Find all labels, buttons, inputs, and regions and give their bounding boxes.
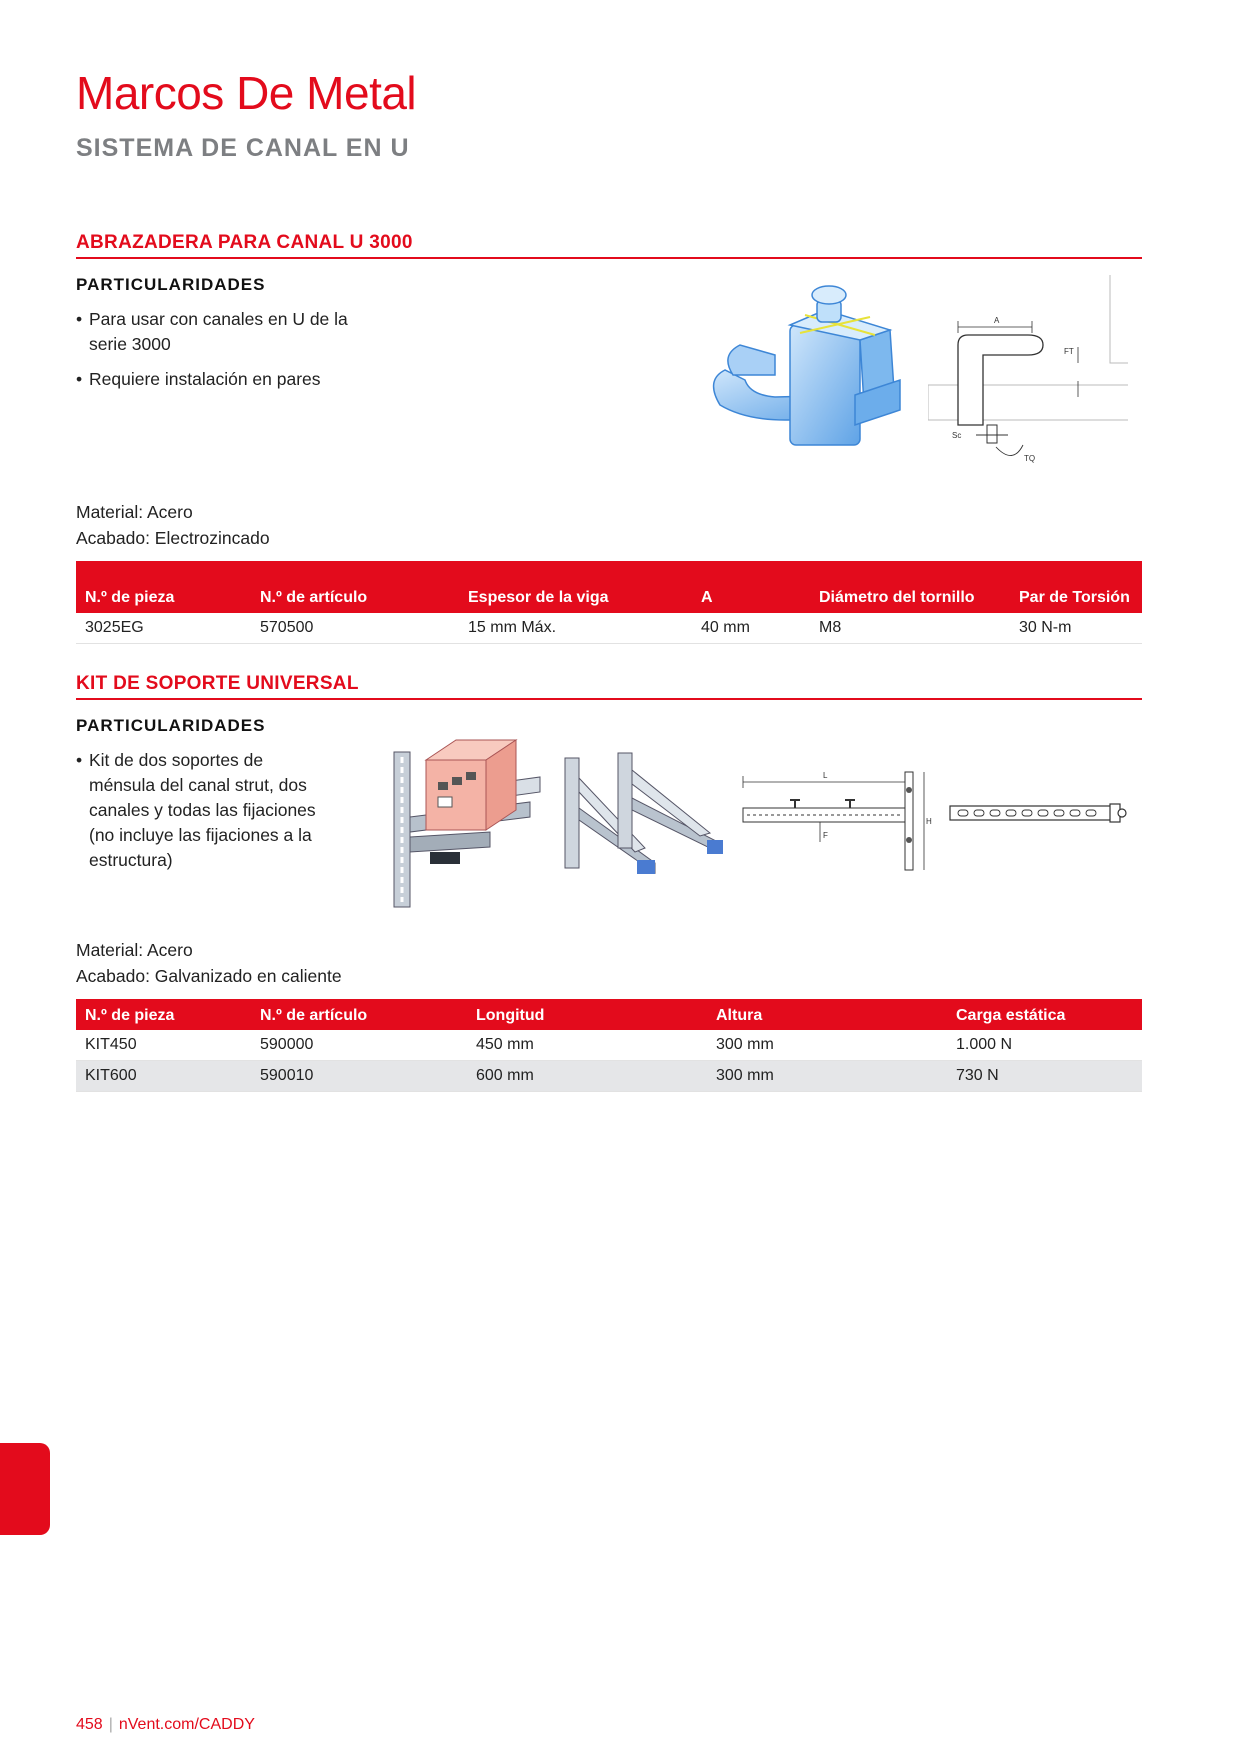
page-subtitle: SISTEMA DE CANAL EN U <box>76 134 410 162</box>
clamp-dimension-diagram <box>928 275 1128 465</box>
column-header: Espesor de la viga <box>459 561 692 613</box>
section-side-tab <box>0 1443 50 1535</box>
column-header: N.º de pieza <box>76 999 251 1030</box>
table-cell: 3025EG <box>76 613 251 644</box>
kit-channel-topview-image <box>948 800 1128 830</box>
section-heading-kit: KIT DE SOPORTE UNIVERSAL <box>76 673 1142 700</box>
kit-spec-table <box>76 999 1142 1092</box>
table-cell: 730 N <box>947 1061 1142 1092</box>
dim-label-ft: FT <box>1064 347 1074 356</box>
features-label: PARTICULARIDADES <box>76 275 266 294</box>
column-header: N.º de artículo <box>251 561 459 613</box>
finish-text: Acabado: Electrozincado <box>76 528 270 548</box>
column-header: Longitud <box>467 999 707 1030</box>
table-cell: 15 mm Máx. <box>459 613 692 644</box>
table-cell: KIT450 <box>76 1030 251 1061</box>
table-cell: 300 mm <box>707 1030 947 1061</box>
column-header: N.º de artículo <box>251 999 467 1030</box>
dim-label-f: F <box>823 831 828 840</box>
kit-brackets-image <box>555 748 730 878</box>
list-item: • Kit de dos soportes de ménsula del canal strut, dos canales y todas las fijaciones (no incluye las fijaciones a la estructura) <box>76 748 326 873</box>
dim-label-sc: Sc <box>952 431 962 440</box>
features-list <box>76 748 326 883</box>
dim-label-h: H <box>926 817 932 826</box>
table-cell: 450 mm <box>467 1030 707 1061</box>
table-header-row <box>76 999 1142 1030</box>
table-header-row <box>76 561 1142 613</box>
column-header: Carga estática <box>947 999 1142 1030</box>
dim-label-a: A <box>994 316 1000 325</box>
section-heading-clamp: ABRAZADERA PARA CANAL U 3000 <box>76 232 1142 259</box>
features-label: PARTICULARIDADES <box>76 716 266 735</box>
table-cell: 30 N-m <box>1010 613 1142 644</box>
table-row <box>76 613 1142 644</box>
column-header: Diámetro del tornillo <box>810 561 1010 613</box>
column-header: Altura <box>707 999 947 1030</box>
kit-dimension-diagram <box>735 760 935 875</box>
page-number: 458 <box>76 1716 103 1733</box>
table-cell: 40 mm <box>692 613 810 644</box>
material-text: Material: Acero <box>76 940 193 960</box>
table-row <box>76 1061 1142 1092</box>
table-cell: KIT600 <box>76 1061 251 1092</box>
table-cell: 600 mm <box>467 1061 707 1092</box>
table-cell: M8 <box>810 613 1010 644</box>
table-cell: 300 mm <box>707 1061 947 1092</box>
table-cell: 590000 <box>251 1030 467 1061</box>
material-text: Material: Acero <box>76 502 193 522</box>
page-footer: 458 | nVent.com/CADDY <box>76 1716 255 1733</box>
table-cell: 590010 <box>251 1061 467 1092</box>
column-header: N.º de pieza <box>76 561 251 613</box>
page-title: Marcos De Metal <box>76 67 417 119</box>
clamp-spec-table <box>76 561 1142 644</box>
clamp-product-image <box>705 285 915 465</box>
list-item: • Requiere instalación en pares <box>76 367 366 392</box>
footer-link[interactable]: nVent.com/CADDY <box>118 1716 255 1733</box>
column-header: Par de Torsión <box>1010 561 1142 613</box>
table-cell: 570500 <box>251 613 459 644</box>
kit-with-enclosure-image <box>390 722 550 912</box>
finish-text: Acabado: Galvanizado en caliente <box>76 966 342 986</box>
column-header: A <box>692 561 810 613</box>
features-list <box>76 307 366 402</box>
dim-label-l: L <box>823 771 828 780</box>
table-cell: 1.000 N <box>947 1030 1142 1061</box>
list-item: • Para usar con canales en U de la serie 3000 <box>76 307 366 357</box>
table-row <box>76 1030 1142 1061</box>
dim-label-tq: TQ <box>1024 454 1036 463</box>
